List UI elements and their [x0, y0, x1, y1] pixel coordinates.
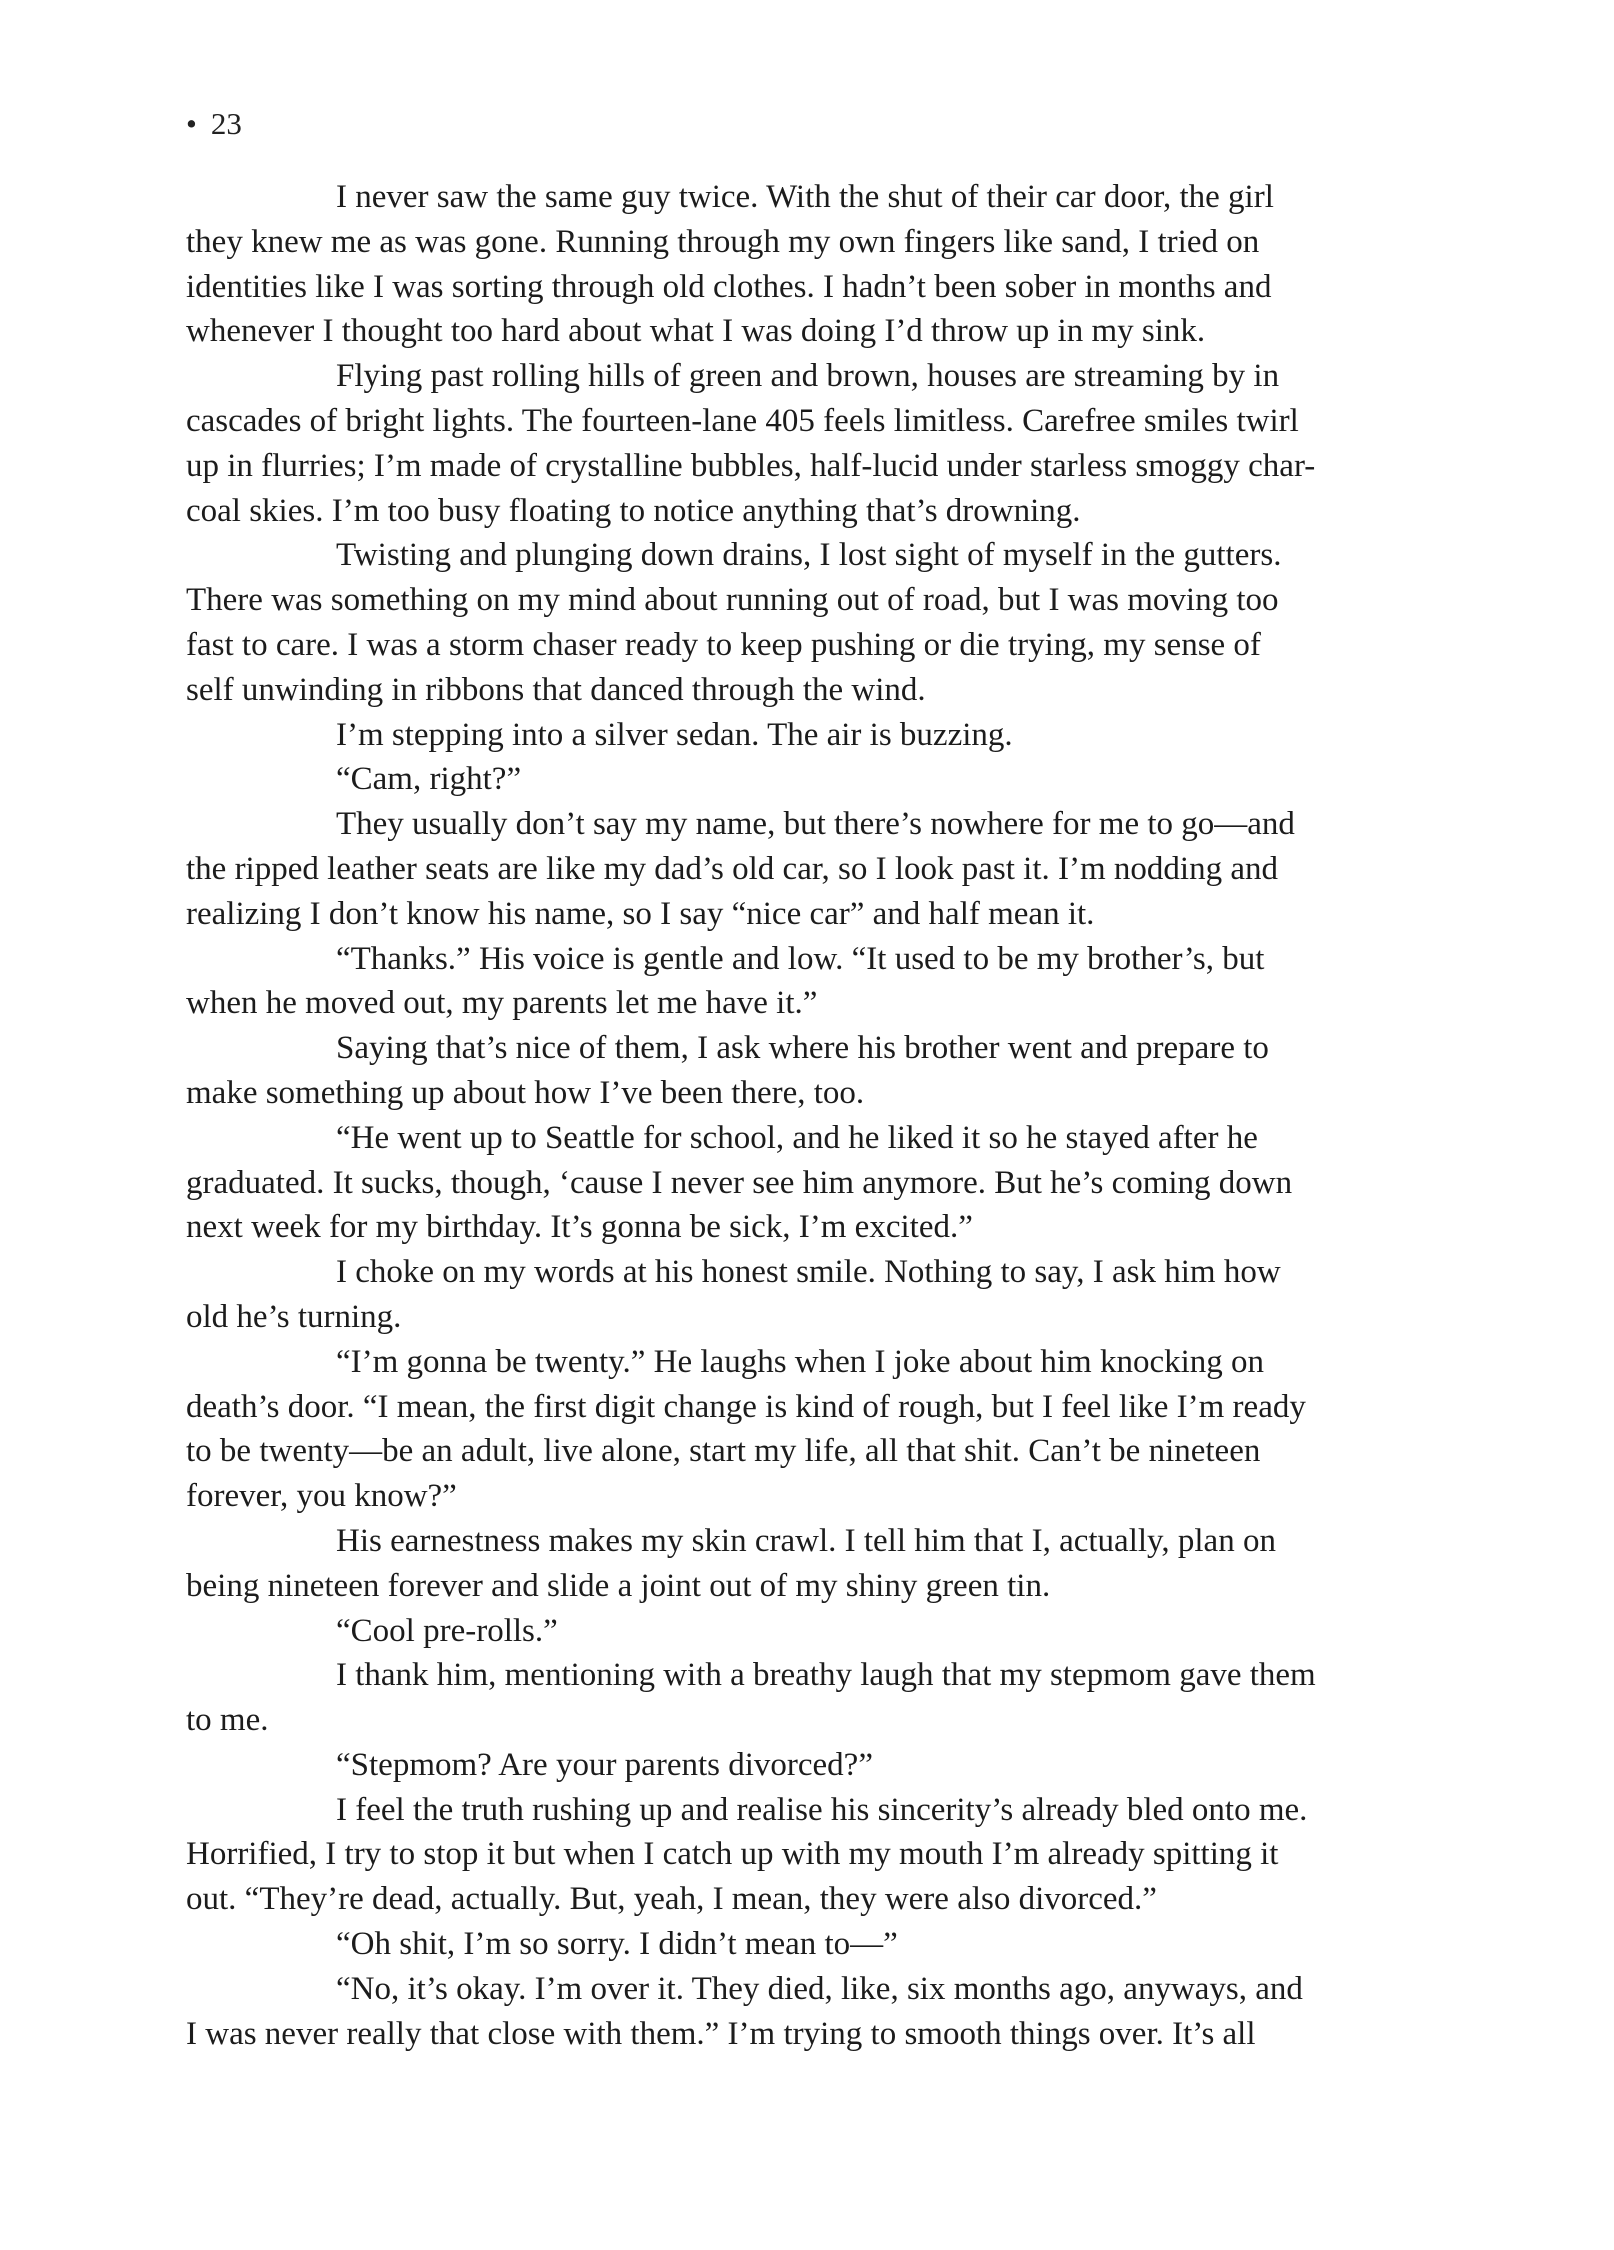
text-line: “Thanks.” His voice is gentle and low. “It used to be my brother’s, but: [336, 940, 1265, 977]
paragraph: [186, 1788, 1416, 1922]
text-line: Saying that’s nice of them, I ask where his brother went and prepare to: [336, 1030, 1269, 1067]
paragraph: [186, 713, 1416, 758]
text-line: There was something on my mind about running out of road, but I was moving too: [186, 582, 1279, 619]
text-line: when he moved out, my parents let me have it.”: [186, 985, 818, 1022]
text-line: fast to care. I was a storm chaser ready to keep pushing or die trying, my sense of: [186, 626, 1261, 663]
paragraph: [186, 1922, 1416, 1967]
page-number: [186, 104, 242, 144]
paragraph: [186, 1250, 1416, 1340]
text-line: “I’m gonna be twenty.” He laughs when I joke about him knocking on: [336, 1343, 1265, 1380]
paragraph: [186, 1026, 1416, 1116]
text-line: being nineteen forever and slide a joint out of my shiny green tin.: [186, 1567, 1051, 1604]
text-line: Flying past rolling hills of green and brown, houses are streaming by in: [336, 358, 1280, 395]
text-line: “Cam, right?”: [336, 761, 522, 798]
text-line: make something up about how I’ve been there, too.: [186, 1074, 865, 1111]
text-line: “Stepmom? Are your parents divorced?”: [336, 1746, 873, 1783]
paragraph: [186, 354, 1416, 533]
text-line: “He went up to Seattle for school, and he liked it so he stayed after he: [336, 1119, 1258, 1156]
text-line: self unwinding in ribbons that danced through the wind.: [186, 671, 926, 708]
text-line: His earnestness makes my skin crawl. I tell him that I, actually, plan on: [336, 1522, 1276, 1559]
text-line: cascades of bright lights. The fourteen-lane 405 feels limitless. Carefree smiles twirl: [186, 402, 1299, 439]
text-line: I was never really that close with them.” I’m trying to smooth things over. It’s all: [186, 2015, 1256, 2052]
text-line: “No, it’s okay. I’m over it. They died, like, six months ago, anyways, and: [336, 1970, 1303, 2007]
paragraph: [186, 1967, 1416, 2057]
paragraph: [186, 175, 1416, 354]
text-line: next week for my birthday. It’s gonna be sick, I’m excited.”: [186, 1209, 973, 1246]
paragraph: [186, 937, 1416, 1027]
text-line: out. “They’re dead, actually. But, yeah, I mean, they were also divorced.”: [186, 1881, 1157, 1918]
text-line: old he’s turning.: [186, 1298, 402, 1335]
text-line: “Cool pre-rolls.”: [336, 1612, 558, 1649]
paragraph: [186, 1519, 1416, 1609]
text-line: They usually don’t say my name, but there’s nowhere for me to go—and: [336, 806, 1295, 843]
folio-bullet: •: [186, 106, 197, 141]
paragraph: [186, 1743, 1416, 1788]
text-line: I thank him, mentioning with a breathy laugh that my stepmom gave them: [336, 1657, 1316, 1694]
text-line: death’s door. “I mean, the first digit change is kind of rough, but I feel like I’m ready: [186, 1388, 1306, 1425]
text-line: I feel the truth rushing up and realise his sincerity’s already bled onto me.: [336, 1791, 1308, 1828]
paragraph: [186, 802, 1416, 936]
text-line: realizing I don’t know his name, so I say “nice car” and half mean it.: [186, 895, 1095, 932]
text-line: whenever I thought too hard about what I was doing I’d throw up in my sink.: [186, 313, 1206, 350]
text-line: they knew me as was gone. Running through my own fingers like sand, I tried on: [186, 223, 1260, 260]
text-line: graduated. It sucks, though, ‘cause I never see him anymore. But he’s coming down: [186, 1164, 1293, 1201]
paragraph: [186, 533, 1416, 712]
text-line: Twisting and plunging down drains, I lost sight of myself in the gutters.: [336, 537, 1282, 574]
text-line: Horrified, I try to stop it but when I catch up with my mouth I’m already spitting it: [186, 1836, 1279, 1873]
text-line: I never saw the same guy twice. With the shut of their car door, the girl: [336, 179, 1274, 215]
text-line: forever, you know?”: [186, 1478, 457, 1515]
paragraph: [186, 1116, 1416, 1250]
text-line: coal skies. I’m too busy floating to notice anything that’s drowning.: [186, 492, 1081, 529]
text-line: identities like I was sorting through old clothes. I hadn’t been sober in months and: [186, 268, 1272, 305]
text-line: to me.: [186, 1702, 269, 1739]
text-line: I choke on my words at his honest smile. Nothing to say, I ask him how: [336, 1254, 1281, 1291]
paragraph: [186, 757, 1416, 802]
paragraph: [186, 1340, 1416, 1519]
text-line: the ripped leather seats are like my dad’s old car, so I look past it. I’m nodding and: [186, 850, 1278, 887]
body-text: [186, 175, 1416, 2056]
text-line: up in flurries; I’m made of crystalline bubbles, half-lucid under starless smoggy char-: [186, 447, 1316, 484]
text-line: “Oh shit, I’m so sorry. I didn’t mean to—”: [336, 1926, 898, 1963]
paragraph: [186, 1653, 1416, 1743]
paragraph: [186, 1609, 1416, 1654]
text-line: to be twenty—be an adult, live alone, start my life, all that shit. Can’t be nineteen: [186, 1433, 1261, 1470]
text-line: I’m stepping into a silver sedan. The air is buzzing.: [336, 716, 1013, 753]
page-number-value: 23: [210, 106, 242, 141]
